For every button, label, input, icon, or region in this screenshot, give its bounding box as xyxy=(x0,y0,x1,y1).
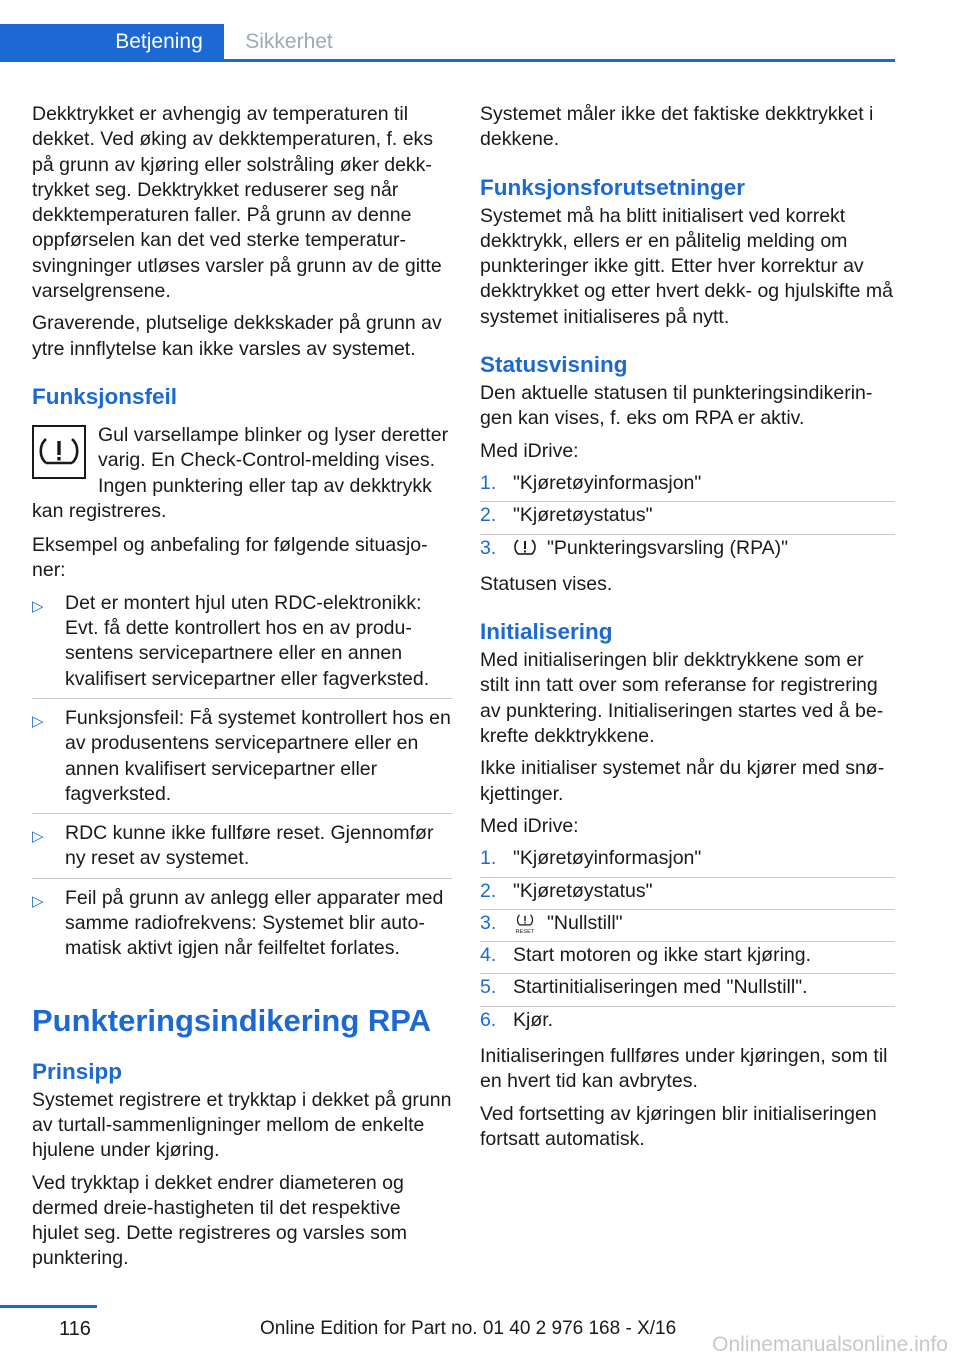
paragraph-prinsipp-2: Ved trykktap i dekket endrer diameteren og dermed dreie-hastigheten til det respektive hjulet seg. Dette registreres og varsles som punktering. xyxy=(32,1171,407,1270)
heading-prinsipp: Prinsipp xyxy=(32,1058,123,1084)
list-item: 1. "Kjøretøyinformasjon" xyxy=(480,471,895,502)
watermark: Onlinemanualsonline.info xyxy=(712,1333,948,1356)
tab-bar-accent xyxy=(0,24,94,59)
list-item: ▷ Feil på grunn av anlegg eller apparater med samme radiofrekvens: Systemet blir automatisk aktivt igjen når feilfeltet forlates. xyxy=(32,886,444,960)
status-steps xyxy=(480,471,895,566)
paragraph-temperature: Dekktrykket er avhengig av temperaturen til dekket. Ved øking av dekktemperaturen, f. eks på grunn av kjøring eller solstråling øker dekktrykket seg. Dekktrykket reduserer seg når dekktemperaturen faller. På grunn av denne oppførselen kan det ved sterke temperatursvingninger utløses varsler på grunn av de gitte varselgrensene. xyxy=(32,103,442,303)
heading-funksjonsfeil: Funksjonsfeil xyxy=(32,383,178,409)
paragraph-init-4: Ved fortsetting av kjøringen blir initialiseringen fortsatt automatisk. xyxy=(480,1102,877,1150)
list-item: ▷ Det er montert hjul uten RDC-elektronikk: Evt. få dette kontrollert hos en av produsentens servicepartnere eller en annen kvalifisert servicepartner eller fagverksted. xyxy=(32,591,452,699)
reset-label: RESET xyxy=(515,928,535,934)
triangle-bullet-icon: ▷ xyxy=(32,597,44,615)
paragraph-damage: Graverende, plutselige dekkskader på grunn av ytre innflytelse kan ikke varsles av systemet. xyxy=(32,312,442,360)
idrive-label: Med iDrive: xyxy=(480,439,579,462)
heading-initialisering: Initialisering xyxy=(480,619,613,645)
init-steps xyxy=(480,846,895,1038)
list-item: ▷ Funksjonsfeil: Få systemet kontrollert hos en av produsentens servicepartnere eller en annen kvalifisert servicepartner eller fagverksted. xyxy=(32,706,452,814)
tab-bar xyxy=(0,24,895,62)
right-column xyxy=(480,102,895,1159)
warning-text: Gul varsellampe blinker og lyser deretter varig. En Check-Control-melding vises. Ingen punktering eller tap av dekktrykk kan registreres. xyxy=(32,423,449,522)
tire-reset-icon xyxy=(513,914,537,934)
heading-statusvisning: Statusvisning xyxy=(480,352,628,378)
paragraph-status-result: Statusen vises. xyxy=(480,572,613,595)
list-item: 6. Kjør. xyxy=(480,1008,554,1031)
left-column xyxy=(32,102,452,1279)
page-number: 116 xyxy=(59,1318,91,1340)
tab-betjening[interactable]: Betjening xyxy=(94,24,224,59)
triangle-bullet-icon: ▷ xyxy=(32,828,44,846)
paragraph-init-3: Initialiseringen fullføres under kjøringen, som til en hvert tid kan avbrytes. xyxy=(480,1045,888,1093)
paragraph-example-intro: Eksempel og anbefaling for følgende situasjoner: xyxy=(32,534,428,582)
edition-text: Online Edition for Part no. 01 40 2 976 168 - X/16 xyxy=(260,1318,677,1339)
heading-rpa: Punkteringsindikering RPA xyxy=(32,1002,432,1038)
paragraph-prinsipp-1: Systemet registrere et trykktap i dekket på grunn av turtall-sammenligninger mellom de enkelte hjulene under kjøring. xyxy=(32,1088,452,1162)
list-item: 1. "Kjøretøyinformasjon" xyxy=(480,846,895,877)
list-item: 4. Start motoren og ikke start kjøring. xyxy=(480,943,895,974)
list-item: 3. "Punkteringsvarsling (RPA)" xyxy=(480,536,789,559)
paragraph-init-2: Ikke initialiser systemet når du kjører med snøkjettinger. xyxy=(480,757,885,805)
heading-funksjonsforutsetninger: Funksjonsforutsetninger xyxy=(480,174,746,200)
warning-block xyxy=(32,423,452,524)
list-item: 3. RESET "Nullstill" xyxy=(480,911,895,942)
list-item: 5. Startinitialiseringen med "Nullstill". xyxy=(480,975,895,1006)
footer-accent-line xyxy=(0,1305,97,1308)
paragraph-init-1: Med initialiseringen blir dekktrykkene som er stilt inn tatt over som referanse for registrering av punktering. Initialiseringen startes ved å bekrefte dekktrykkene. xyxy=(480,649,884,748)
triangle-bullet-icon: ▷ xyxy=(32,892,44,910)
idrive-label: Med iDrive: xyxy=(480,814,579,837)
tab-sikkerhet[interactable]: Sikkerhet xyxy=(245,29,333,53)
list-item: 2. "Kjøretøystatus" xyxy=(480,879,895,910)
tire-pressure-warning-icon xyxy=(32,425,86,479)
paragraph-forutsetninger: Systemet må ha blitt initialisert ved korrekt dekktrykk, ellers er en pålitelig melding om punkteringer ikke gitt. Etter hver korrektur av dekktrykket og etter hvert dekk- og hjulskifte må systemet initialiseres på nytt. xyxy=(480,204,893,328)
situation-list xyxy=(32,591,452,968)
list-item: 2. "Kjøretøystatus" xyxy=(480,503,895,534)
paragraph-measurement: Systemet måler ikke det faktiske dekktrykket i dekkene. xyxy=(480,103,874,151)
triangle-bullet-icon: ▷ xyxy=(32,712,44,730)
tire-warning-icon xyxy=(513,538,537,558)
list-item: ▷ RDC kunne ikke fullføre reset. Gjennomfør ny reset av systemet. xyxy=(32,821,452,879)
paragraph-status: Den aktuelle statusen til punkteringsindikeringen kan vises, f. eks om RPA er aktiv. xyxy=(480,382,873,430)
